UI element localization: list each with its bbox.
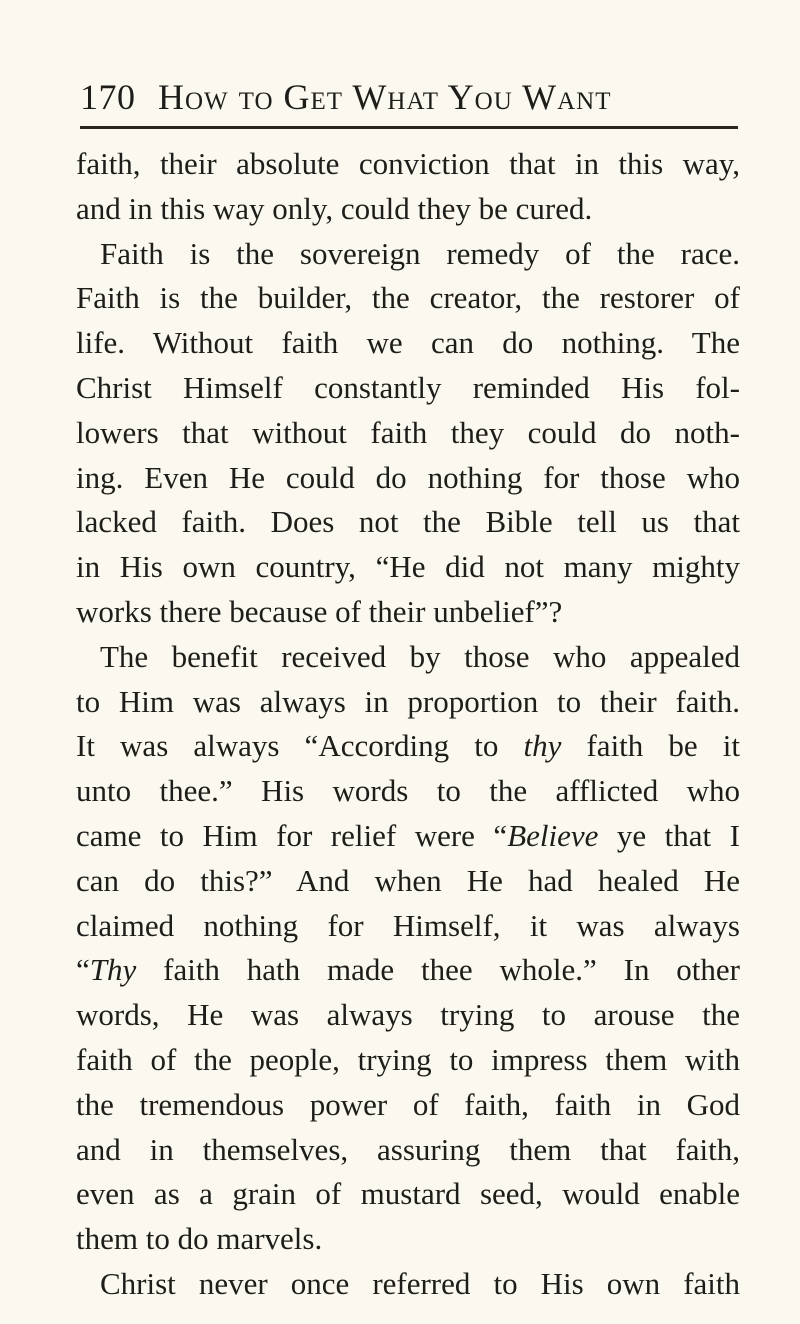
text-line-with-italic: “Thy faith hath made thee whole.” In other: [76, 952, 740, 988]
text-line: works there because of their unbelief”?: [76, 593, 563, 629]
text-line: faith, their absolute conviction that in this way,: [76, 146, 740, 181]
italic-word: thy: [523, 728, 562, 764]
text-line: words, He was always trying to arouse the: [76, 997, 740, 1033]
text-line: life. Without faith we can do nothing. The: [76, 325, 740, 361]
running-head: [80, 70, 740, 120]
text-line: and in themselves, assuring them that faith,: [76, 1131, 740, 1167]
italic-word: Believe: [507, 817, 599, 853]
text-line: can do this?” And when He had healed He: [76, 862, 740, 898]
header-rule: [80, 126, 738, 129]
text-line: to Him was always in proportion to their faith.: [76, 683, 740, 719]
text-line: Faith is the builder, the creator, the restorer of: [76, 280, 740, 316]
text-line: Faith is the sovereign remedy of the race.: [100, 235, 740, 271]
text-line: ing. Even He could do nothing for those who: [76, 459, 740, 495]
text-line: them to do marvels.: [76, 1221, 323, 1257]
text-line: lacked faith. Does not the Bible tell us that: [76, 504, 740, 540]
text-line: unto thee.” His words to the afflicted who: [76, 773, 740, 809]
italic-word: Thy: [89, 952, 137, 988]
text-line: even as a grain of mustard seed, would enable: [76, 1176, 740, 1212]
text-line: Christ never once referred to His own faith: [100, 1265, 740, 1301]
text-line-with-italic: came to Him for relief were “Believe ye that I: [76, 817, 740, 853]
text-line: in His own country, “He did not many mighty: [76, 549, 740, 585]
text-line: faith of the people, trying to impress them with: [76, 1041, 740, 1077]
body-text: [76, 142, 740, 1307]
text-line-with-italic: It was always “According to thy faith be it: [76, 728, 740, 764]
text-line: The benefit received by those who appealed: [100, 638, 740, 674]
text-line: claimed nothing for Himself, it was always: [76, 907, 740, 943]
page-number: 170: [80, 77, 136, 117]
text-line: lowers that without faith they could do noth-: [76, 414, 740, 450]
text-line: the tremendous power of faith, faith in God: [76, 1086, 740, 1122]
running-title: How to Get What You Want: [158, 77, 612, 117]
text-line: Christ Himself constantly reminded His fol-: [76, 369, 740, 405]
text-line: and in this way only, could they be cured.: [76, 190, 593, 226]
